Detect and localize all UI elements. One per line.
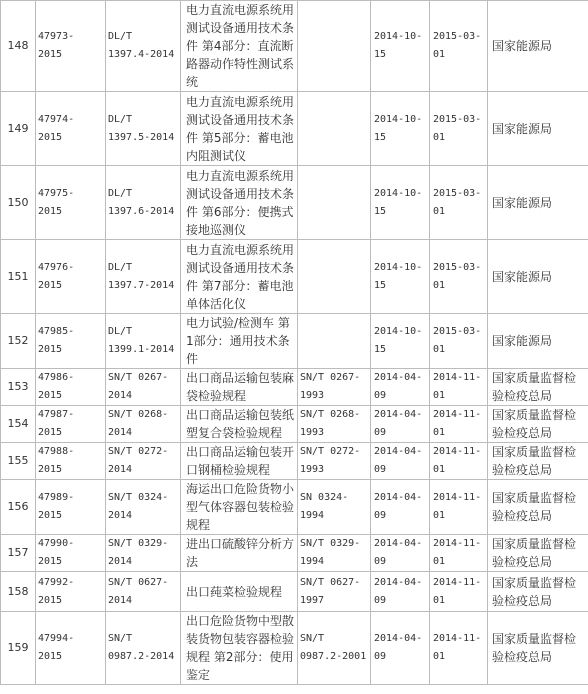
effective-date-cell: 2015-03- 01 — [430, 240, 488, 314]
standard-code-cell: SN/T 0987.2-2014 — [106, 612, 181, 685]
registration-number-cell: 47989- 2015 — [36, 480, 106, 535]
standard-code-cell: SN/T 0324- 2014 — [106, 480, 181, 535]
row-number-cell: 156 — [1, 480, 36, 535]
registration-number-cell: 47992- 2015 — [36, 572, 106, 612]
issuing-department-cell: 国家质量监督检验检疫总局 — [488, 443, 588, 480]
approval-date-cell: 2014-04- 09 — [371, 612, 430, 685]
row-number-cell: 148 — [1, 1, 36, 92]
registration-number-cell: 47975- 2015 — [36, 166, 106, 240]
approval-date-cell: 2014-04- 09 — [371, 369, 430, 406]
registration-number-cell: 47986- 2015 — [36, 369, 106, 406]
standard-name-cell: 电力直流电源系统用测试设备通用技术条件 第4部分：直流断路器动作特性测试系统 — [181, 1, 298, 92]
standard-name-cell: 出口商品运输包装纸塑复合袋检验规程 — [181, 406, 298, 443]
replaced-standard-cell: SN/T 0987.2-2001 — [298, 612, 371, 685]
approval-date-cell: 2014-04- 09 — [371, 406, 430, 443]
effective-date-cell: 2014-11- 01 — [430, 612, 488, 685]
row-number-cell: 154 — [1, 406, 36, 443]
replaced-standard-cell — [298, 92, 371, 166]
replaced-standard-cell — [298, 1, 371, 92]
issuing-department-cell: 国家质量监督检验检疫总局 — [488, 612, 588, 685]
issuing-department-cell: 国家能源局 — [488, 314, 588, 369]
standard-code-cell: DL/T 1397.7-2014 — [106, 240, 181, 314]
standard-name-cell: 进出口硫酸锌分析方法 — [181, 535, 298, 572]
effective-date-cell: 2015-03- 01 — [430, 166, 488, 240]
standard-code-cell: DL/T 1397.4-2014 — [106, 1, 181, 92]
standard-name-cell: 电力直流电源系统用测试设备通用技术条件 第6部分：便携式接地巡测仪 — [181, 166, 298, 240]
table-row — [1, 572, 588, 612]
table-row — [1, 406, 588, 443]
effective-date-cell: 2014-11- 01 — [430, 535, 488, 572]
replaced-standard-cell — [298, 166, 371, 240]
row-number-cell: 153 — [1, 369, 36, 406]
approval-date-cell: 2014-10- 15 — [371, 240, 430, 314]
registration-number-cell: 47994- 2015 — [36, 612, 106, 685]
standard-name-cell: 出口莼菜检验规程 — [181, 572, 298, 612]
row-number-cell: 151 — [1, 240, 36, 314]
standard-code-cell: SN/T 0329- 2014 — [106, 535, 181, 572]
registration-number-cell: 47976- 2015 — [36, 240, 106, 314]
issuing-department-cell: 国家质量监督检验检疫总局 — [488, 406, 588, 443]
approval-date-cell: 2014-04- 09 — [371, 480, 430, 535]
effective-date-cell: 2014-11- 01 — [430, 369, 488, 406]
approval-date-cell: 2014-04- 09 — [371, 443, 430, 480]
table-row — [1, 240, 588, 314]
table-row — [1, 314, 588, 369]
standard-name-cell: 电力直流电源系统用测试设备通用技术条件 第7部分：蓄电池单体活化仪 — [181, 240, 298, 314]
approval-date-cell: 2014-10- 15 — [371, 314, 430, 369]
table-row — [1, 369, 588, 406]
table-row — [1, 535, 588, 572]
row-number-cell: 150 — [1, 166, 36, 240]
table-row — [1, 1, 588, 92]
row-number-cell: 155 — [1, 443, 36, 480]
issuing-department-cell: 国家质量监督检验检疫总局 — [488, 535, 588, 572]
registration-number-cell: 47974- 2015 — [36, 92, 106, 166]
table-row — [1, 166, 588, 240]
approval-date-cell: 2014-10- 15 — [371, 92, 430, 166]
standard-code-cell: SN/T 0272- 2014 — [106, 443, 181, 480]
effective-date-cell: 2015-03- 01 — [430, 1, 488, 92]
row-number-cell: 157 — [1, 535, 36, 572]
issuing-department-cell: 国家能源局 — [488, 240, 588, 314]
standard-name-cell: 出口商品运输包装开口钢桶检验规程 — [181, 443, 298, 480]
standard-code-cell: SN/T 0627- 2014 — [106, 572, 181, 612]
effective-date-cell: 2015-03- 01 — [430, 314, 488, 369]
effective-date-cell: 2014-11- 01 — [430, 406, 488, 443]
effective-date-cell: 2014-11- 01 — [430, 443, 488, 480]
row-number-cell: 149 — [1, 92, 36, 166]
approval-date-cell: 2014-10- 15 — [371, 166, 430, 240]
row-number-cell: 159 — [1, 612, 36, 685]
replaced-standard-cell: SN/T 0267- 1993 — [298, 369, 371, 406]
standard-code-cell: SN/T 0268- 2014 — [106, 406, 181, 443]
standard-code-cell: SN/T 0267- 2014 — [106, 369, 181, 406]
standard-code-cell: DL/T 1397.5-2014 — [106, 92, 181, 166]
standard-name-cell: 出口商品运输包装麻袋检验规程 — [181, 369, 298, 406]
issuing-department-cell: 国家质量监督检验检疫总局 — [488, 572, 588, 612]
row-number-cell: 158 — [1, 572, 36, 612]
replaced-standard-cell: SN/T 0272- 1993 — [298, 443, 371, 480]
approval-date-cell: 2014-04- 09 — [371, 535, 430, 572]
table-row — [1, 92, 588, 166]
standard-name-cell: 电力试验/检测车 第1部分：通用技术条件 — [181, 314, 298, 369]
approval-date-cell: 2014-10- 15 — [371, 1, 430, 92]
replaced-standard-cell: SN 0324- 1994 — [298, 480, 371, 535]
effective-date-cell: 2015-03- 01 — [430, 92, 488, 166]
table-row — [1, 612, 588, 685]
issuing-department-cell: 国家质量监督检验检疫总局 — [488, 369, 588, 406]
replaced-standard-cell: SN/T 0627- 1997 — [298, 572, 371, 612]
replaced-standard-cell — [298, 240, 371, 314]
registration-number-cell: 47990- 2015 — [36, 535, 106, 572]
issuing-department-cell: 国家能源局 — [488, 92, 588, 166]
registration-number-cell: 47987- 2015 — [36, 406, 106, 443]
issuing-department-cell: 国家质量监督检验检疫总局 — [488, 480, 588, 535]
issuing-department-cell: 国家能源局 — [488, 166, 588, 240]
table-body — [1, 1, 588, 685]
standard-code-cell: DL/T 1397.6-2014 — [106, 166, 181, 240]
registration-number-cell: 47973- 2015 — [36, 1, 106, 92]
replaced-standard-cell: SN/T 0329- 1994 — [298, 535, 371, 572]
registration-number-cell: 47985- 2015 — [36, 314, 106, 369]
registration-number-cell: 47988- 2015 — [36, 443, 106, 480]
standard-code-cell: DL/T 1399.1-2014 — [106, 314, 181, 369]
replaced-standard-cell: SN/T 0268- 1993 — [298, 406, 371, 443]
issuing-department-cell: 国家能源局 — [488, 1, 588, 92]
standard-name-cell: 海运出口危险货物小型气体容器包装检验规程 — [181, 480, 298, 535]
table-row — [1, 480, 588, 535]
row-number-cell: 152 — [1, 314, 36, 369]
standard-name-cell: 电力直流电源系统用测试设备通用技术条件 第5部分：蓄电池内阻测试仪 — [181, 92, 298, 166]
standard-name-cell: 出口危险货物中型散装货物包装容器检验规程 第2部分：使用鉴定 — [181, 612, 298, 685]
replaced-standard-cell — [298, 314, 371, 369]
table-row — [1, 443, 588, 480]
approval-date-cell: 2014-04- 09 — [371, 572, 430, 612]
effective-date-cell: 2014-11- 01 — [430, 480, 488, 535]
effective-date-cell: 2014-11- 01 — [430, 572, 488, 612]
